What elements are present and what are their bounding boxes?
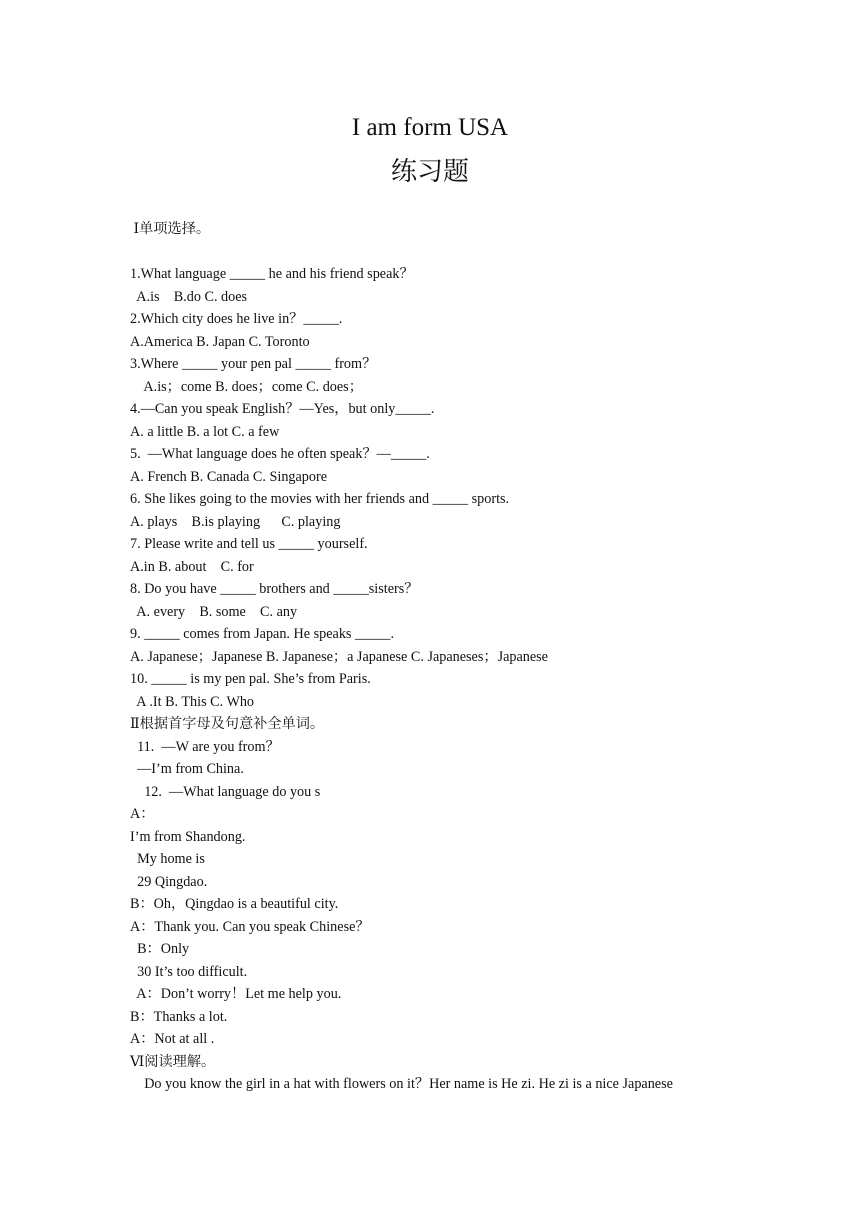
document-body	[130, 218, 830, 1096]
answer-line: —I’m from China.	[130, 761, 244, 777]
dialogue-line: 29 Qingdao.	[130, 873, 208, 890]
options-line: A.is B.do C. does	[130, 288, 248, 305]
question-line: 5. —What language does he often speak？—_____.	[130, 446, 430, 462]
options-line: A. Japanese；Japanese B. Japanese；a Japanese C. Japaneses；Japanese	[130, 648, 548, 665]
dialogue-line: A：Not at all .	[130, 1031, 215, 1047]
question-line: 6. She likes going to the movies with her friends and _____ sports.	[130, 491, 510, 507]
question-line: 1.What language _____ he and his friend speak？	[130, 266, 414, 282]
options-line: A.in B. about C. for	[130, 558, 254, 575]
document-title: I am form USA	[351, 114, 509, 141]
dialogue-line: B：Oh，Qingdao is a beautiful city.	[130, 896, 339, 912]
question-line: 10. _____ is my pen pal. She’s from Paris.	[130, 671, 371, 687]
question-line: 12. —What language do you s	[130, 783, 321, 800]
section-heading-reading: Ⅵ阅读理解。	[130, 1053, 216, 1070]
question-line: 8. Do you have _____ brothers and _____sisters？	[130, 581, 419, 597]
question-line: 11. —W are you from？	[130, 738, 280, 755]
dialogue-line: A：	[130, 806, 155, 822]
blank-line	[130, 241, 830, 264]
options-line: A .It B. This C. Who	[130, 693, 255, 710]
options-line: A. a little B. a lot C. a few	[130, 423, 280, 440]
options-line: A.is；come B. does；come C. does；	[130, 378, 363, 395]
options-line: A. French B. Canada C. Singapore	[130, 468, 328, 485]
dialogue-line: B：Thanks a lot.	[130, 1008, 228, 1025]
question-line: 4.—Can you speak English？—Yes，but only_____.	[130, 401, 435, 417]
document-subtitle: 练习题	[390, 157, 469, 186]
question-line: 3.Where _____ your pen pal _____ from？	[130, 356, 377, 372]
section-heading-single-choice: Ⅰ单项选择。	[130, 221, 211, 237]
question-line: 7. Please write and tell us _____ yourself.	[130, 536, 368, 552]
dialogue-line: My home is	[130, 851, 205, 867]
dialogue-line: A：Don’t worry！Let me help you.	[130, 986, 342, 1002]
section-heading-word-completion: Ⅱ根据首字母及句意补全单词。	[130, 716, 325, 732]
options-line: A.America B. Japan C. Toronto	[130, 333, 310, 350]
reading-passage-line: Do you know the girl in a hat with flowers on it？Her name is He zi. He zi is a nice Japanese	[130, 1076, 673, 1092]
dialogue-line: A：Thank you. Can you speak Chinese？	[130, 918, 370, 935]
dialogue-line: I’m from Shandong.	[130, 828, 246, 845]
question-line: 9. _____ comes from Japan. He speaks _____.	[130, 626, 394, 642]
dialogue-line: B：Only	[130, 941, 190, 957]
options-line: A. plays B.is playing C. playing	[130, 513, 341, 530]
options-line: A. every B. some C. any	[130, 603, 298, 620]
question-line: 2.Which city does he live in？_____.	[130, 311, 343, 327]
dialogue-line: 30 It’s too difficult.	[130, 963, 248, 980]
